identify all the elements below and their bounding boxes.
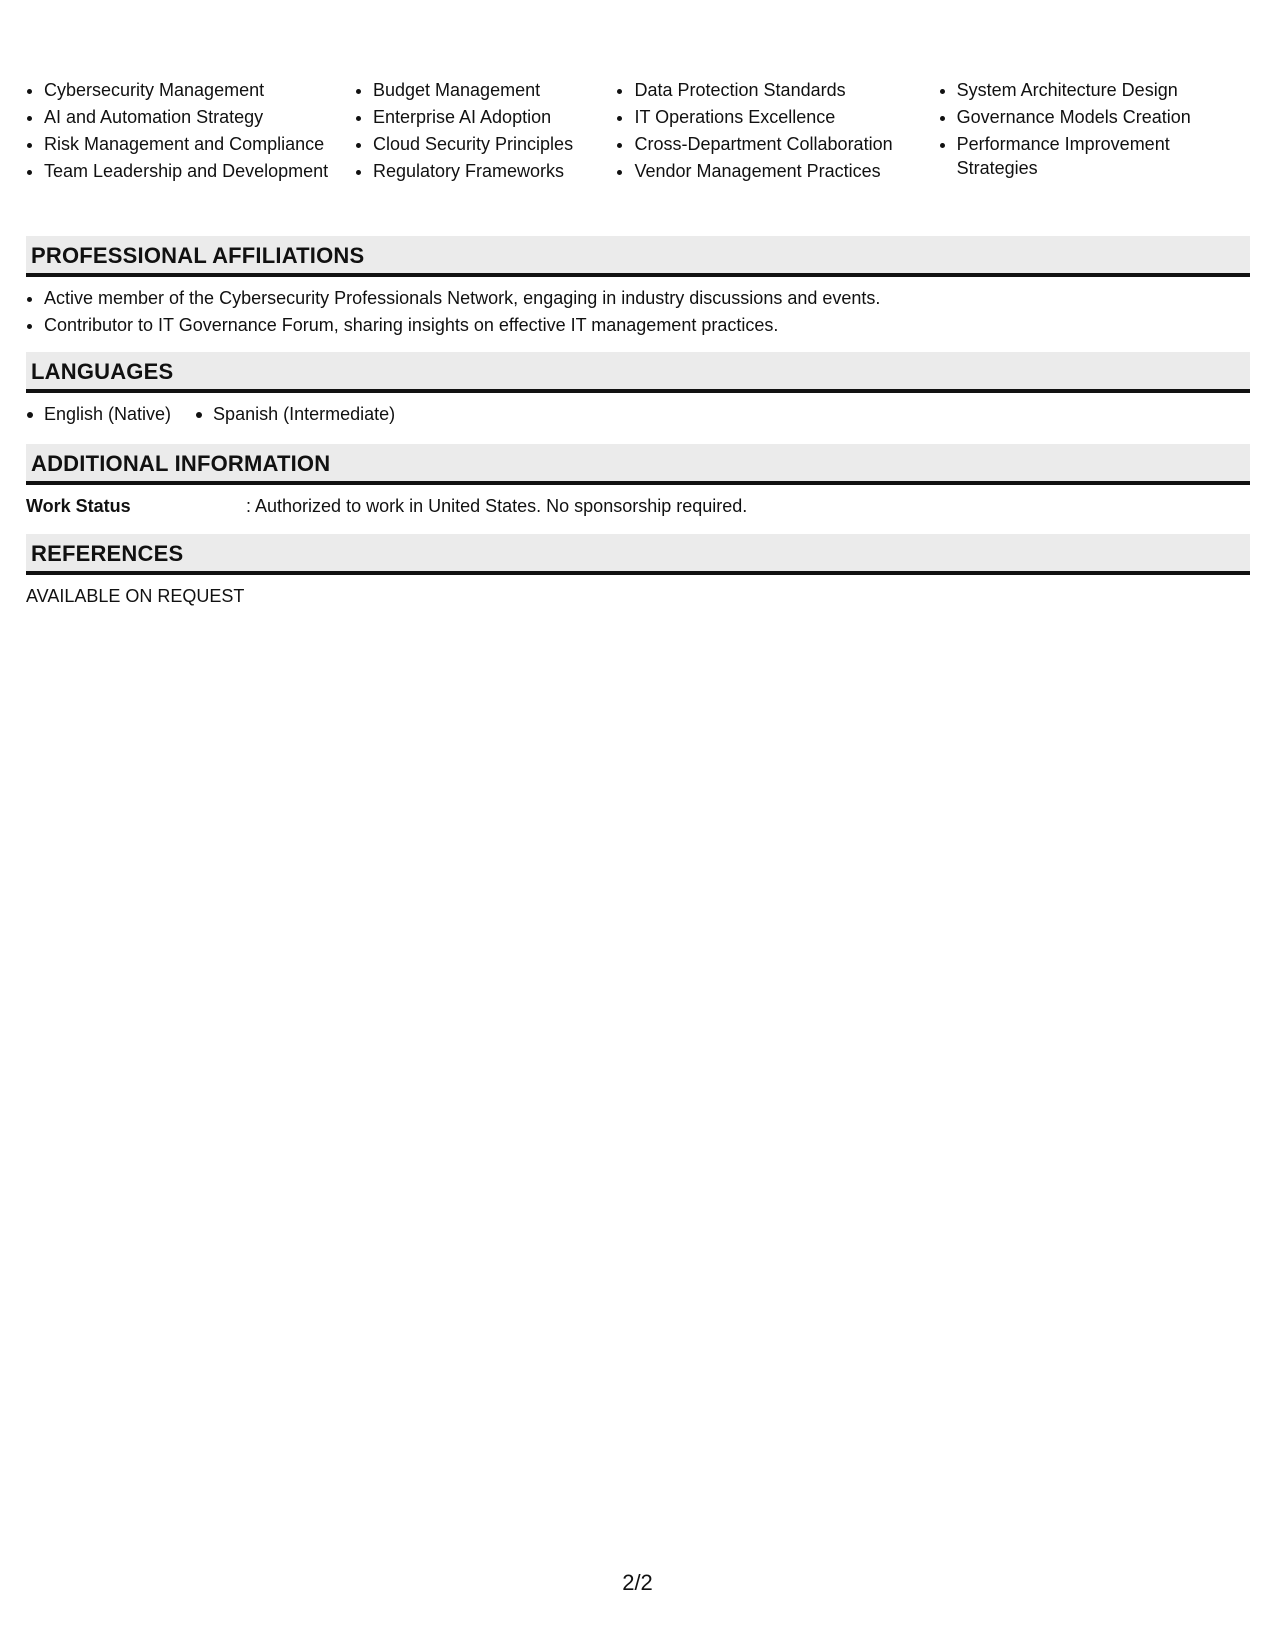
section-heading: ADDITIONAL INFORMATION xyxy=(26,444,1250,485)
skill-item: • Data Protection Standards xyxy=(634,78,938,102)
skill-item: • AI and Automation Strategy xyxy=(44,105,355,129)
affiliations-section xyxy=(26,236,1250,352)
page-number: 2/2 xyxy=(622,1570,653,1595)
list-item: • Contributor to IT Governance Forum, sharing insights on effective IT management practices. xyxy=(44,313,1250,337)
list-item: • Active member of the Cybersecurity Professionals Network, engaging in industry discussions and events. xyxy=(44,286,1250,310)
skills-grid xyxy=(26,78,1250,236)
skill-item: • Vendor Management Practices xyxy=(634,159,938,183)
list-item: Spanish (Intermediate) xyxy=(195,402,395,426)
skills-column-4 xyxy=(939,78,1250,236)
skills-column-3 xyxy=(616,78,938,236)
skill-item: • Governance Models Creation xyxy=(957,105,1250,129)
section-heading: PROFESSIONAL AFFILIATIONS xyxy=(26,236,1250,277)
list-item: English (Native) xyxy=(26,402,171,426)
skill-item: • Performance Improvement Strategies xyxy=(957,132,1250,180)
work-status-value: : Authorized to work in United States. No sponsorship required. xyxy=(246,496,748,516)
section-heading: LANGUAGES xyxy=(26,352,1250,393)
work-status-row xyxy=(26,485,1250,534)
skills-column-1 xyxy=(26,78,355,236)
work-status-label: Work Status xyxy=(26,496,131,516)
languages-list xyxy=(26,402,1250,426)
skill-item: • Cross-Department Collaboration xyxy=(634,132,938,156)
skill-item: • Regulatory Frameworks xyxy=(373,159,617,183)
skill-item: • System Architecture Design xyxy=(957,78,1250,102)
affiliations-list xyxy=(26,286,1250,337)
skill-item: • Enterprise AI Adoption xyxy=(373,105,617,129)
languages-section xyxy=(26,352,1250,444)
skill-item: • Team Leadership and Development xyxy=(44,159,355,183)
resume-page xyxy=(26,78,1250,608)
skill-item: • Risk Management and Compliance xyxy=(44,132,355,156)
skill-item: • Cybersecurity Management xyxy=(44,78,355,102)
section-heading: REFERENCES xyxy=(26,534,1250,575)
references-section xyxy=(26,534,1250,608)
additional-information-section xyxy=(26,444,1250,534)
skills-column-2 xyxy=(355,78,617,236)
skill-item: • Budget Management xyxy=(373,78,617,102)
references-text: AVAILABLE ON REQUEST xyxy=(26,586,245,606)
skill-item: • Cloud Security Principles xyxy=(373,132,617,156)
skill-item: • IT Operations Excellence xyxy=(634,105,938,129)
